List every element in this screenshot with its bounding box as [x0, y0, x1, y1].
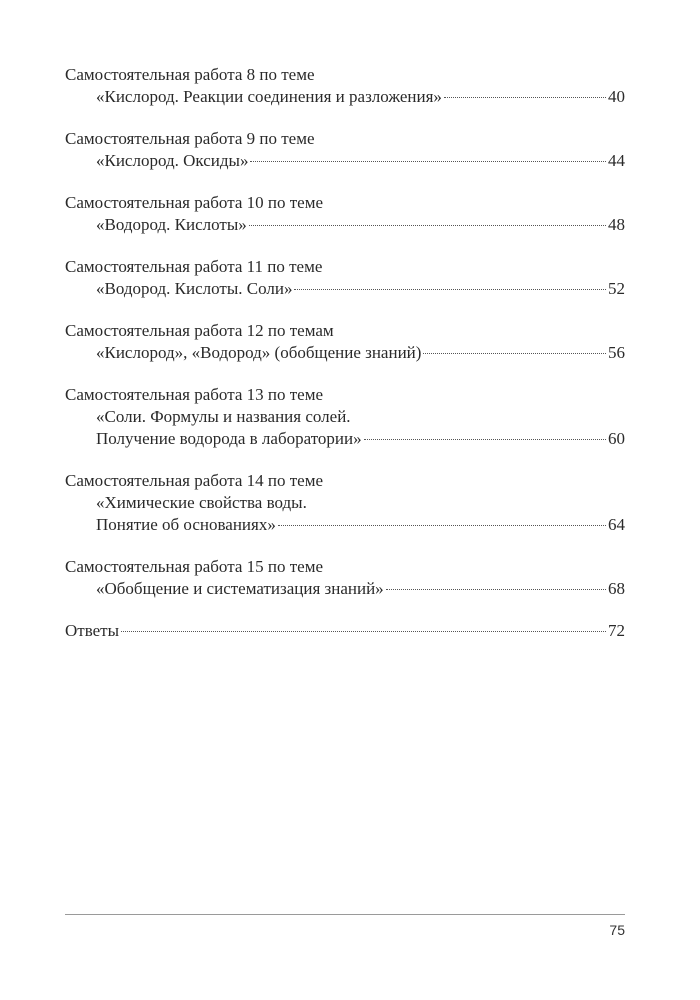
toc-entry-heading: Самостоятельная работа 12 по темам	[65, 321, 334, 340]
toc-entry-title: «Кислород. Оксиды»	[96, 151, 249, 170]
toc-entry-last-line	[65, 342, 625, 364]
toc-entry[interactable]	[65, 64, 625, 108]
toc-entry-title: Ответы	[65, 621, 120, 640]
toc-entry[interactable]	[65, 192, 625, 236]
toc-entry-heading: Самостоятельная работа 11 по теме	[65, 257, 323, 276]
toc-entry-heading: Самостоятельная работа 8 по теме	[65, 65, 315, 84]
toc-entry-page: 72	[608, 621, 625, 640]
toc-entry[interactable]	[65, 128, 625, 172]
toc-entry-page: 40	[608, 87, 625, 106]
dot-leader	[364, 438, 606, 440]
dot-leader	[249, 224, 606, 226]
toc-entry[interactable]	[65, 256, 625, 300]
toc-entry-last-line	[65, 620, 625, 642]
toc-entry-heading: Самостоятельная работа 9 по теме	[65, 129, 315, 148]
toc-entry-title: «Кислород. Реакции соединения и разложения»	[96, 87, 442, 106]
toc-entry-title: «Обобщение и систематизация знаний»	[96, 579, 384, 598]
toc-entry-last-line	[65, 86, 625, 108]
dot-leader	[386, 588, 606, 590]
dot-leader	[423, 352, 606, 354]
toc-entry-last-line	[65, 514, 625, 536]
toc-entry-heading: Самостоятельная работа 14 по теме	[65, 471, 324, 490]
dot-leader	[294, 288, 606, 290]
toc-entry-page: 56	[608, 343, 625, 362]
toc-entry-page: 68	[608, 579, 625, 598]
toc-entry-title: «Водород. Кислоты»	[96, 215, 247, 234]
toc-entry-heading: Самостоятельная работа 15 по теме	[65, 557, 324, 576]
page-number: 75	[609, 922, 625, 938]
footer-divider	[65, 914, 625, 915]
toc-entry-title: Получение водорода в лаборатории»	[96, 429, 362, 448]
toc-entry[interactable]	[65, 384, 625, 450]
toc-entry-last-line	[65, 278, 625, 300]
toc-entry[interactable]	[65, 320, 625, 364]
toc-entry-heading: Самостоятельная работа 10 по теме	[65, 193, 324, 212]
toc-entry-title-line: «Химические свойства воды.	[96, 493, 307, 512]
toc-entry-title: «Водород. Кислоты. Соли»	[96, 279, 293, 298]
toc-entry-page: 64	[608, 515, 625, 534]
toc-entry-title-line: «Соли. Формулы и названия солей.	[96, 407, 351, 426]
dot-leader	[250, 160, 606, 162]
toc-entry-title: Понятие об основаниях»	[96, 515, 276, 534]
toc-entry[interactable]	[65, 620, 625, 642]
toc-entry-last-line	[65, 578, 625, 600]
toc-entry-title: «Кислород», «Водород» (обобщение знаний)	[96, 343, 422, 362]
toc-entry[interactable]	[65, 556, 625, 600]
toc-entry-page: 52	[608, 279, 625, 298]
toc-entry-last-line	[65, 428, 625, 450]
toc-entry-page: 44	[608, 151, 625, 170]
toc-entry-last-line	[65, 150, 625, 172]
toc-entry[interactable]	[65, 470, 625, 536]
dot-leader	[278, 524, 606, 526]
table-of-contents	[65, 64, 625, 642]
dot-leader	[121, 630, 606, 632]
toc-entry-page: 60	[608, 429, 625, 448]
toc-entry-last-line	[65, 214, 625, 236]
toc-entry-heading: Самостоятельная работа 13 по теме	[65, 385, 324, 404]
toc-entry-page: 48	[608, 215, 625, 234]
dot-leader	[444, 96, 606, 98]
